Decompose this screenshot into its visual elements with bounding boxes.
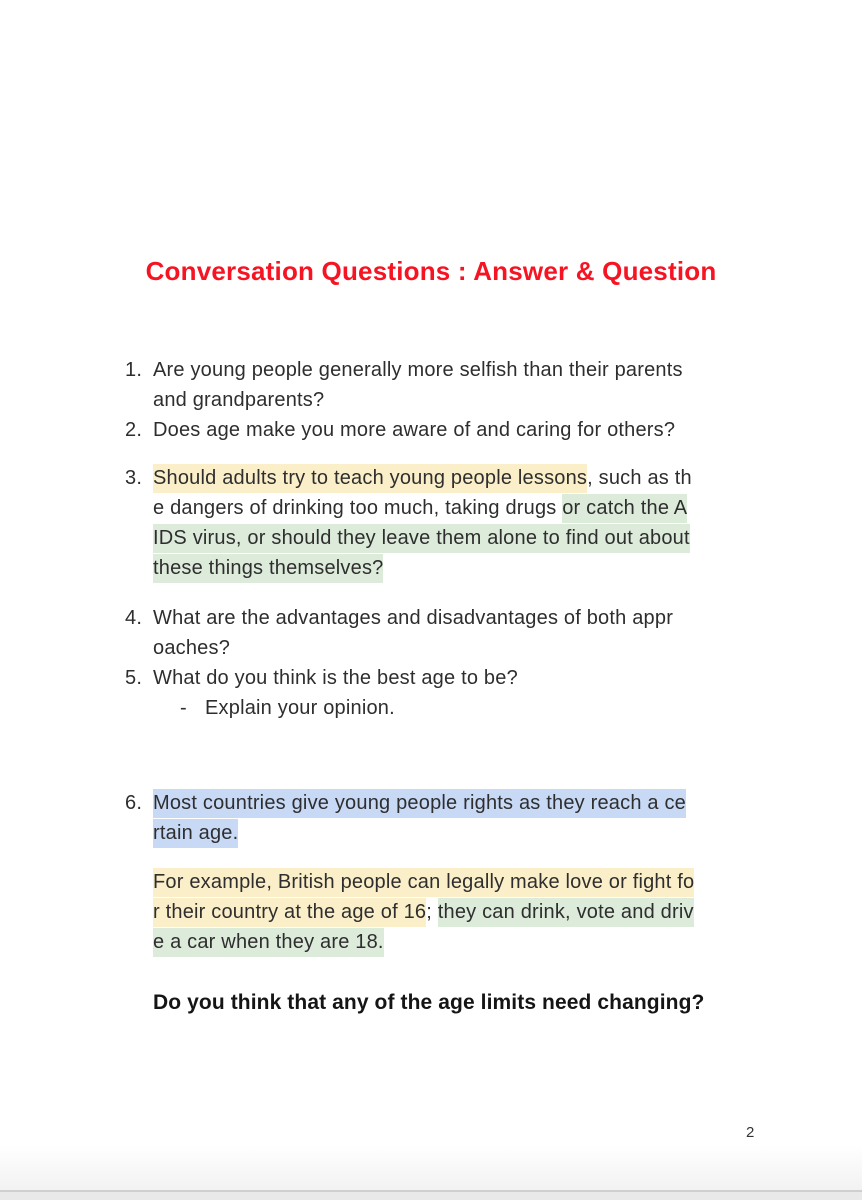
text-segment: Does age make you more aware of and caring for others? (153, 419, 676, 441)
highlight-segment: r their country at the age of 16 (153, 898, 426, 927)
list-line (153, 523, 753, 553)
highlight-segment: Most countries give young people rights as they reach a ce (153, 789, 686, 818)
page-title: Conversation Questions : Answer & Question (145, 256, 717, 286)
bold-question: Do you think that any of the age limits need changing? (153, 991, 705, 1014)
list-line (153, 927, 753, 957)
highlight-segment: rtain age. (153, 819, 238, 848)
list-line (153, 633, 753, 663)
highlight-segment: IDS virus, or should they leave them alone to find out about (153, 524, 690, 553)
text-segment: oaches? (153, 637, 231, 659)
list-number: 4. (125, 607, 143, 629)
list-item (125, 663, 762, 723)
text-segment: Explain your opinion. (205, 697, 395, 719)
text-segment: What do you think is the best age to be? (153, 667, 518, 689)
page-bottom-edge (0, 1190, 862, 1200)
highlight-segment: For example, British people can legally make love or fight fo (153, 868, 694, 897)
highlight-segment: Should adults try to teach young people lessons (153, 464, 587, 493)
list-line (153, 663, 753, 693)
list-line (153, 415, 753, 445)
question-list (0, 355, 862, 957)
list-line (153, 355, 753, 385)
text-segment: , such as th (587, 467, 692, 489)
page-number: 2 (746, 1124, 755, 1141)
text-segment: e dangers of drinking too much, taking drugs (153, 497, 563, 519)
text-segment: What are the advantages and disadvantages of both appr (153, 607, 674, 629)
list-number: 1. (125, 359, 143, 381)
text-segment: - (180, 697, 187, 719)
list-line (153, 603, 753, 633)
list-number: 3. (125, 467, 143, 489)
list-item (125, 355, 762, 415)
list-item (125, 788, 762, 848)
list-item (125, 867, 762, 957)
list-line (153, 867, 753, 897)
highlight-segment: these things themselves? (153, 554, 383, 583)
list-item (125, 603, 762, 663)
list-number: 2. (125, 419, 143, 441)
list-line (153, 897, 753, 927)
highlight-segment: or catch the A (562, 494, 687, 523)
list-number: 6. (125, 792, 143, 814)
list-line (153, 788, 753, 818)
text-segment: and grandparents? (153, 389, 325, 411)
list-line (153, 553, 753, 583)
list-line (153, 693, 753, 723)
list-line (153, 493, 753, 523)
list-item (125, 463, 762, 583)
list-number: 5. (125, 667, 143, 689)
highlight-segment: they can drink, vote and driv (438, 898, 694, 927)
list-line (153, 818, 753, 848)
list-line (153, 463, 753, 493)
text-segment: ; (426, 901, 438, 923)
list-line (153, 385, 753, 415)
text-segment: Are young people generally more selfish than their parents (153, 359, 683, 381)
list-item (125, 415, 762, 445)
highlight-segment: e a car when they are 18. (153, 928, 384, 957)
page-bottom-fade (0, 1145, 862, 1190)
